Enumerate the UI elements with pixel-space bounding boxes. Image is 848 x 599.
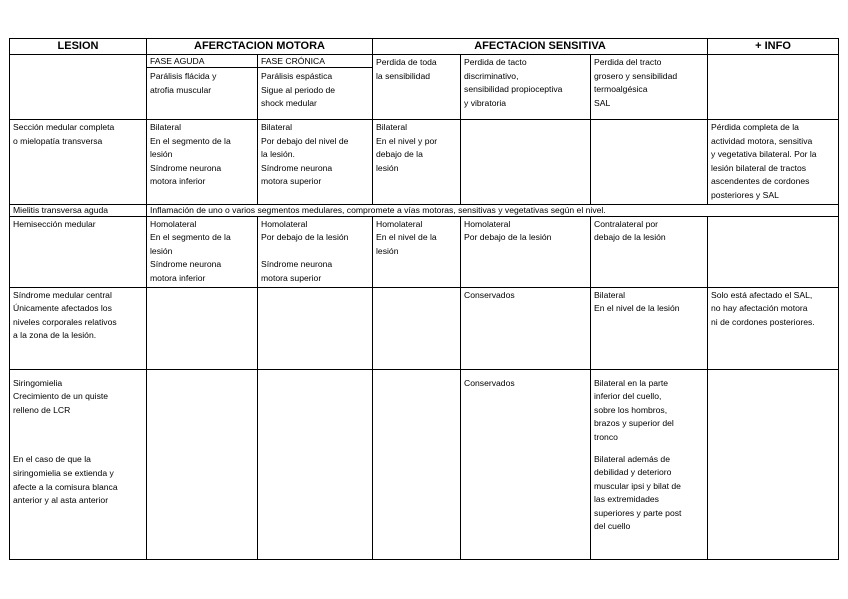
- cell-text: muscular ipsi y bilat de: [594, 480, 681, 491]
- lesion-text: Sección medular completa: [13, 122, 115, 132]
- cell-text: Bilateral: [594, 289, 626, 300]
- chronic-phase-title: FASE CRÓNICA: [258, 55, 372, 68]
- lesion-name: [10, 120, 147, 205]
- cell-text: En el segmento de la: [150, 135, 231, 146]
- cell-text: Síndrome neurona: [150, 162, 222, 173]
- acute-cell: [147, 216, 258, 287]
- cell-text: En el nivel y por: [376, 135, 438, 146]
- lesion-text: a la zona de la lesión.: [13, 330, 97, 341]
- cell-text: no hay afectación motora: [711, 303, 808, 314]
- acute-phase-title: FASE AGUDA: [147, 55, 257, 68]
- cell-text: Homolateral: [376, 218, 423, 229]
- cell-text: Homolateral: [464, 218, 511, 229]
- cell-text: Contralateral por: [594, 218, 659, 229]
- tract-cell: [591, 369, 708, 559]
- cell-text: Bilateral además de: [594, 453, 670, 464]
- tact-cell: [461, 120, 591, 205]
- cell-text: debilidad y deterioro: [594, 467, 672, 478]
- total-cell: [373, 216, 461, 287]
- info-subheader-empty: [708, 55, 839, 120]
- row-hemiseccion: [10, 216, 839, 287]
- lesion-text: Síndrome medular central: [13, 289, 112, 300]
- header-motor: AFERCTACION MOTORA: [147, 39, 373, 55]
- chronic-phase-cell: [258, 55, 373, 120]
- cell-text: Bilateral: [376, 122, 408, 132]
- cell-text: tronco: [594, 431, 618, 442]
- header-lesion: LESION: [10, 39, 147, 55]
- row-mielitis: [10, 204, 839, 216]
- total-cell: [373, 369, 461, 559]
- header-info: + INFO: [708, 39, 839, 55]
- tract-text: SAL: [594, 97, 611, 108]
- cell-text: debajo de la lesión: [594, 232, 666, 243]
- cell-text: debajo de la: [376, 149, 423, 160]
- tact-cell: Conservados: [461, 287, 591, 369]
- lesion-text: Siringomielia: [13, 377, 63, 388]
- total-sensitivity-header: [373, 55, 461, 120]
- cell-text: lesión: [376, 245, 399, 256]
- subheader-row: [10, 55, 839, 120]
- cell-text: la lesión.: [261, 149, 295, 160]
- tact-cell: Conservados: [461, 369, 591, 559]
- mielitis-desc: Inflamación de uno o varios segmentos medulares, compromete a vías motoras, sensitivas y vegetativas según el nivel.: [147, 204, 839, 216]
- total-sensitivity-text: la sensibilidad: [376, 70, 430, 81]
- total-cell: [373, 120, 461, 205]
- acute-phase-desc: atrofia muscular: [150, 84, 212, 95]
- lesion-text: Crecimiento de un quiste: [13, 391, 109, 402]
- row-seccion: [10, 120, 839, 205]
- chronic-cell: [258, 216, 373, 287]
- cell-text: Bilateral: [150, 122, 182, 132]
- acute-phase-cell: [147, 55, 258, 120]
- chronic-cell: [258, 287, 373, 369]
- cell-text: sobre los hombros,: [594, 404, 668, 415]
- acute-phase-desc: Parálisis flácida y: [150, 71, 217, 81]
- tract-header: [591, 55, 708, 120]
- cell-text: ni de cordones posteriores.: [711, 316, 815, 327]
- lesion-text: niveles corporales relativos: [13, 316, 117, 327]
- tract-cell: [591, 120, 708, 205]
- chronic-phase-desc: Sigue al periodo de: [261, 84, 336, 95]
- cell-text: y vegetativa bilateral. Por la: [711, 149, 817, 160]
- lesion-text: En el caso de que la: [13, 454, 91, 465]
- cell-text: motora superior: [261, 272, 322, 283]
- info-cell: [708, 216, 839, 287]
- cell-text: motora inferior: [150, 176, 206, 187]
- tact-text: Perdida de tacto: [464, 57, 527, 67]
- subheader-empty: [10, 55, 147, 120]
- cell-text: Bilateral en la parte: [594, 377, 669, 388]
- cell-text: brazos y superior del: [594, 418, 674, 429]
- tact-text: y vibratoria: [464, 97, 507, 108]
- info-cell: [708, 287, 839, 369]
- cell-text: En el nivel de la: [376, 232, 437, 243]
- tract-text: grosero y sensibilidad: [594, 70, 678, 81]
- cell-text: lesión bilateral de tractos: [711, 162, 807, 173]
- lesion-text: anterior y al asta anterior: [13, 495, 109, 506]
- lesion-name: [10, 369, 147, 559]
- cell-text: posteriores y SAL: [711, 189, 779, 200]
- lesion-text: relleno de LCR: [13, 404, 71, 415]
- cell-text: las extremidades: [594, 494, 659, 505]
- lesion-text: o mielopatía transversa: [13, 135, 103, 146]
- cell-text: Solo está afectado el SAL,: [711, 289, 813, 300]
- acute-cell: [147, 120, 258, 205]
- chronic-cell: [258, 120, 373, 205]
- tract-cell: [591, 216, 708, 287]
- chronic-phase-desc: Parálisis espástica: [261, 71, 333, 81]
- cell-text: Homolateral: [261, 218, 308, 229]
- cell-text: lesión: [150, 149, 173, 160]
- cell-text: Homolateral: [150, 218, 197, 229]
- tract-text: Perdida del tracto: [594, 57, 662, 67]
- lesion-table: [9, 38, 839, 560]
- cell-text: Síndrome neurona: [261, 259, 333, 270]
- info-cell: [708, 120, 839, 205]
- cell-text: En el nivel de la lesión: [594, 303, 680, 314]
- tract-cell: [591, 287, 708, 369]
- cell-text: Síndrome neurona: [261, 162, 333, 173]
- lesion-name: [10, 287, 147, 369]
- row-central: [10, 287, 839, 369]
- cell-text: Síndrome neurona: [150, 259, 222, 270]
- cell-text: actividad motora, sensitiva: [711, 135, 813, 146]
- tact-text: discriminativo,: [464, 70, 519, 81]
- cell-text: superiores y parte post: [594, 507, 682, 518]
- total-cell: [373, 287, 461, 369]
- tact-header: [461, 55, 591, 120]
- header-sensitive: AFECTACION SENSITIVA: [373, 39, 708, 55]
- cell-text: ascendentes de cordones: [711, 176, 810, 187]
- chronic-cell: [258, 369, 373, 559]
- info-cell: [708, 369, 839, 559]
- cell-text: motora inferior: [150, 272, 206, 283]
- cell-text: Pérdida completa de la: [711, 122, 799, 132]
- lesion-name: Hemisección medular: [10, 216, 147, 287]
- chronic-phase-desc: shock medular: [261, 98, 317, 109]
- tact-text: sensibilidad propioceptiva: [464, 84, 563, 95]
- lesion-name: Mielitis transversa aguda: [10, 204, 147, 216]
- cell-text: Bilateral: [261, 122, 293, 132]
- cell-text: inferior del cuello,: [594, 391, 662, 402]
- lesion-text: Únicamente afectados los: [13, 303, 112, 314]
- cell-text: motora superior: [261, 176, 322, 187]
- tract-text: termoalgésica: [594, 84, 648, 95]
- lesion-text: afecte a la comisura blanca: [13, 481, 118, 492]
- lesion-text: siringomielia se extienda y: [13, 467, 114, 478]
- cell-text: Por debajo de la lesión: [464, 232, 552, 243]
- cell-text: Por debajo de la lesión: [261, 232, 349, 243]
- cell-text: Por debajo del nivel de: [261, 135, 349, 146]
- total-sensitivity-text: Perdida de toda: [376, 57, 437, 67]
- acute-cell: [147, 287, 258, 369]
- cell-text: del cuello: [594, 521, 631, 532]
- cell-text: lesión: [150, 245, 173, 256]
- row-siringomielia: [10, 369, 839, 559]
- acute-cell: [147, 369, 258, 559]
- tact-cell: [461, 216, 591, 287]
- cell-text: En el segmento de la: [150, 232, 231, 243]
- cell-text: lesión: [376, 162, 399, 173]
